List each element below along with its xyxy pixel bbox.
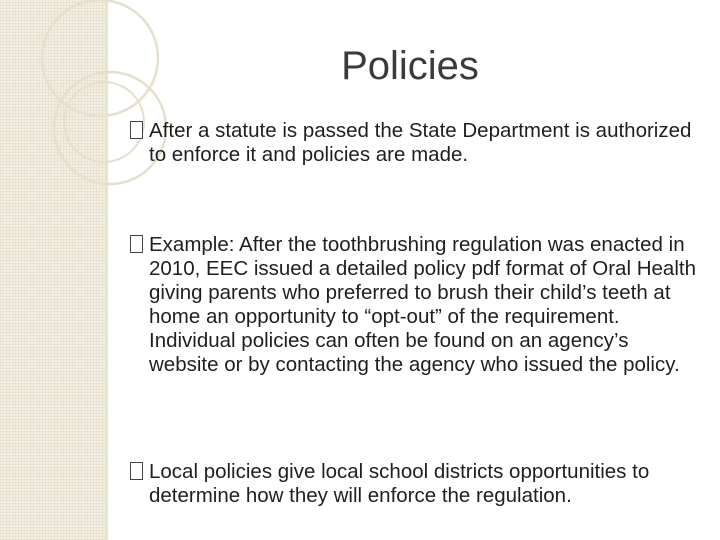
bullet-text: Example: After the toothbrushing regulation was enacted in 2010, EEC issued a detailed policy pdf format of Oral Health giving parents who preferred to brush their child’s teeth at home an opportunity to “opt-out” of the requirement. Individual policies can often be found on an agency’s website or by contacting the agency who issued the policy.: [149, 233, 696, 376]
bullet-item: [130, 460, 700, 508]
bullet-marker-icon: [130, 462, 143, 480]
bullet-marker-icon: [130, 235, 143, 253]
bullet-item: [130, 119, 700, 167]
slide-title: Policies: [341, 44, 479, 88]
bullet-marker-icon: [130, 121, 143, 139]
decorative-rings: [0, 0, 200, 220]
bullet-text: After a statute is passed the State Department is authorized to enforce it and policies are made.: [149, 119, 692, 166]
bullet-text: Local policies give local school districts opportunities to determine how they will enforce the regulation.: [149, 460, 650, 507]
bullet-item: [130, 233, 700, 377]
